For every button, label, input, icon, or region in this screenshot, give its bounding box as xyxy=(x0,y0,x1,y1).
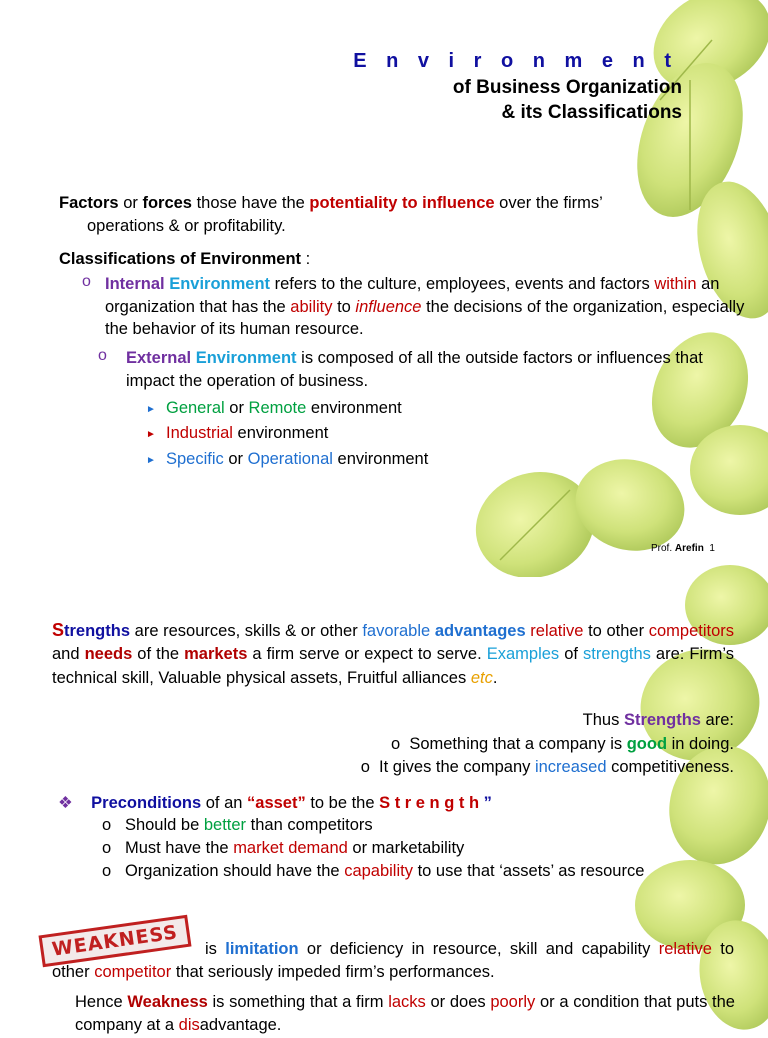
text-dis: dis xyxy=(178,1016,200,1035)
text: of the xyxy=(132,645,185,664)
text-strength: S t r e n g t h xyxy=(379,794,480,812)
weakness-definition xyxy=(52,938,734,985)
precondition-item xyxy=(102,816,373,835)
text-good: good xyxy=(626,735,668,753)
bullet-circle: o xyxy=(98,347,107,364)
text: environment xyxy=(332,450,429,468)
text-strengths: Strengths xyxy=(623,711,701,729)
bullet-circle: o xyxy=(102,862,112,880)
strength-item xyxy=(361,758,734,777)
text-limitation: limitation xyxy=(225,940,299,958)
text-environment: Environment xyxy=(164,275,271,293)
text: is something that a firm xyxy=(207,993,389,1011)
text-specific: Specific xyxy=(166,450,224,468)
bullet-circle: o xyxy=(102,816,112,834)
env-type-specific xyxy=(166,450,428,469)
env-type-industrial xyxy=(166,424,328,443)
text-markets: markets xyxy=(184,645,248,664)
text: is xyxy=(205,940,226,958)
text-influence: influence xyxy=(355,297,422,316)
text-ability: ability xyxy=(290,297,333,316)
text-needs: needs xyxy=(84,645,133,664)
text-preconditions: Preconditions xyxy=(91,794,202,812)
text-remote: Remote xyxy=(248,399,307,417)
text-better: better xyxy=(203,816,247,834)
text-line2: operations & or profitability. xyxy=(87,217,286,235)
text: to use that ‘assets’ as resource xyxy=(412,862,645,880)
internal-environment-text xyxy=(105,273,745,341)
slide-title-environment: E n v i r o n m e n t xyxy=(353,50,678,72)
text-advantages: advantages xyxy=(430,622,526,640)
slide-title-line2: of Business Organization xyxy=(452,77,682,98)
text: or does xyxy=(425,993,491,1011)
hence-weakness xyxy=(75,991,735,1038)
strength-item xyxy=(391,735,734,754)
text-operational: Operational xyxy=(247,450,333,468)
text: in doing. xyxy=(667,735,734,753)
text: . xyxy=(492,668,498,687)
text: to xyxy=(332,297,356,316)
footer-prefix: Prof. xyxy=(651,543,675,554)
text: competitiveness. xyxy=(606,758,734,776)
text: environment xyxy=(232,424,329,442)
text: an organization that has the xyxy=(105,275,720,316)
text-competitors: competitors xyxy=(648,622,735,640)
text: of an xyxy=(201,794,248,812)
strengths-definition xyxy=(52,619,734,690)
text-etc: etc xyxy=(470,668,493,687)
text: Should be xyxy=(124,816,204,834)
text-factors: Factors xyxy=(59,194,119,212)
text-industrial: Industrial xyxy=(166,424,233,442)
text-within: within xyxy=(654,275,697,293)
text: or marketability xyxy=(347,839,465,857)
text: than competitors xyxy=(246,816,373,834)
text-examples: Examples xyxy=(486,645,560,664)
text: It gives the company xyxy=(379,758,535,776)
text: are: Firm’s technical skill, Valuable physical assets, Fruitful alliances xyxy=(52,645,735,687)
precondition-item xyxy=(102,862,644,881)
weakness-stamp-text: WEAKNESS xyxy=(50,921,180,961)
text-weakness: Weakness xyxy=(127,993,208,1011)
text-market-demand: market demand xyxy=(233,839,348,857)
triangle-bullet-icon: ► xyxy=(146,404,156,415)
slide-divider xyxy=(0,577,768,585)
text: to be the xyxy=(305,794,380,812)
text: to other xyxy=(52,940,734,982)
text-increased: increased xyxy=(534,758,607,776)
text: that seriously impeded firm’s performances. xyxy=(171,963,495,982)
text: refers to the culture, employees, events and factors xyxy=(270,275,655,293)
text-asset: “asset” xyxy=(247,794,306,812)
text-relative: relative xyxy=(658,940,712,958)
bullet-circle: o xyxy=(102,839,112,857)
slide-footer xyxy=(651,543,715,554)
page-number: 1 xyxy=(709,543,715,554)
text: are: xyxy=(700,711,734,729)
triangle-bullet-icon: ► xyxy=(146,455,156,466)
text-lacks: lacks xyxy=(388,993,426,1011)
text-s: S xyxy=(52,620,65,640)
text-competitor: competitor xyxy=(94,963,172,982)
text-potentiality: potentiality to influence xyxy=(309,194,495,212)
diamond-bullet-icon: ❖ xyxy=(58,794,73,812)
footer-name: Arefin xyxy=(674,543,704,554)
colon: : xyxy=(301,250,311,268)
text: Organization should have the xyxy=(124,862,345,880)
preconditions-heading xyxy=(58,793,492,813)
slide-title-line3: & its Classifications xyxy=(501,102,682,123)
text: Hence xyxy=(75,993,128,1011)
env-type-general xyxy=(166,399,402,418)
precondition-item xyxy=(102,839,464,858)
bullet-circle: o xyxy=(82,273,91,290)
text: or deficiency in resource, skill and capability xyxy=(298,940,659,958)
text: or xyxy=(224,399,249,417)
text: are resources, skills & or other xyxy=(130,622,363,640)
external-environment-text xyxy=(126,347,726,392)
text: Must have the xyxy=(124,839,234,857)
text-poorly: poorly xyxy=(490,993,536,1011)
bullet-circle: o xyxy=(390,735,401,753)
text-internal: Internal xyxy=(105,275,165,293)
thus-strengths xyxy=(583,711,734,730)
text-external: External xyxy=(126,349,192,367)
text: environment xyxy=(306,399,402,417)
text: those have the xyxy=(191,194,310,212)
text-quote: ” xyxy=(479,794,492,812)
classifications-heading xyxy=(59,250,310,269)
text: is composed of all the outside factors or influences that impact the operation of business. xyxy=(126,349,703,390)
text: to other xyxy=(583,622,649,640)
bullet-circle: o xyxy=(360,758,370,776)
text: and xyxy=(52,645,85,664)
text-trengths: trengths xyxy=(64,622,131,640)
text: of xyxy=(559,645,584,664)
text-forces: forces xyxy=(142,194,192,212)
text: or xyxy=(118,194,143,212)
text-favorable: favorable xyxy=(362,622,431,640)
text: over the firms’ xyxy=(494,194,603,212)
factors-definition xyxy=(59,192,739,238)
text-relative: relative xyxy=(525,622,584,640)
text: Thus xyxy=(582,711,624,729)
triangle-bullet-icon: ► xyxy=(146,429,156,440)
text-strengths: strengths xyxy=(583,645,651,664)
slide-strengths-weakness xyxy=(0,585,768,1035)
text-capability: capability xyxy=(344,862,413,880)
text-environment: Environment xyxy=(191,349,297,367)
text: Something that a company is xyxy=(409,735,627,753)
text-general: General xyxy=(166,399,225,417)
text: a firm serve or expect to serve. xyxy=(247,645,487,664)
text: the decisions of the organization, especially the behavior of its human resource. xyxy=(105,297,745,338)
heading-text: Classifications of Environment xyxy=(59,250,302,268)
text: or xyxy=(223,450,248,468)
text: advantage. xyxy=(199,1016,282,1035)
text: or a condition that puts the company at a xyxy=(75,993,735,1035)
